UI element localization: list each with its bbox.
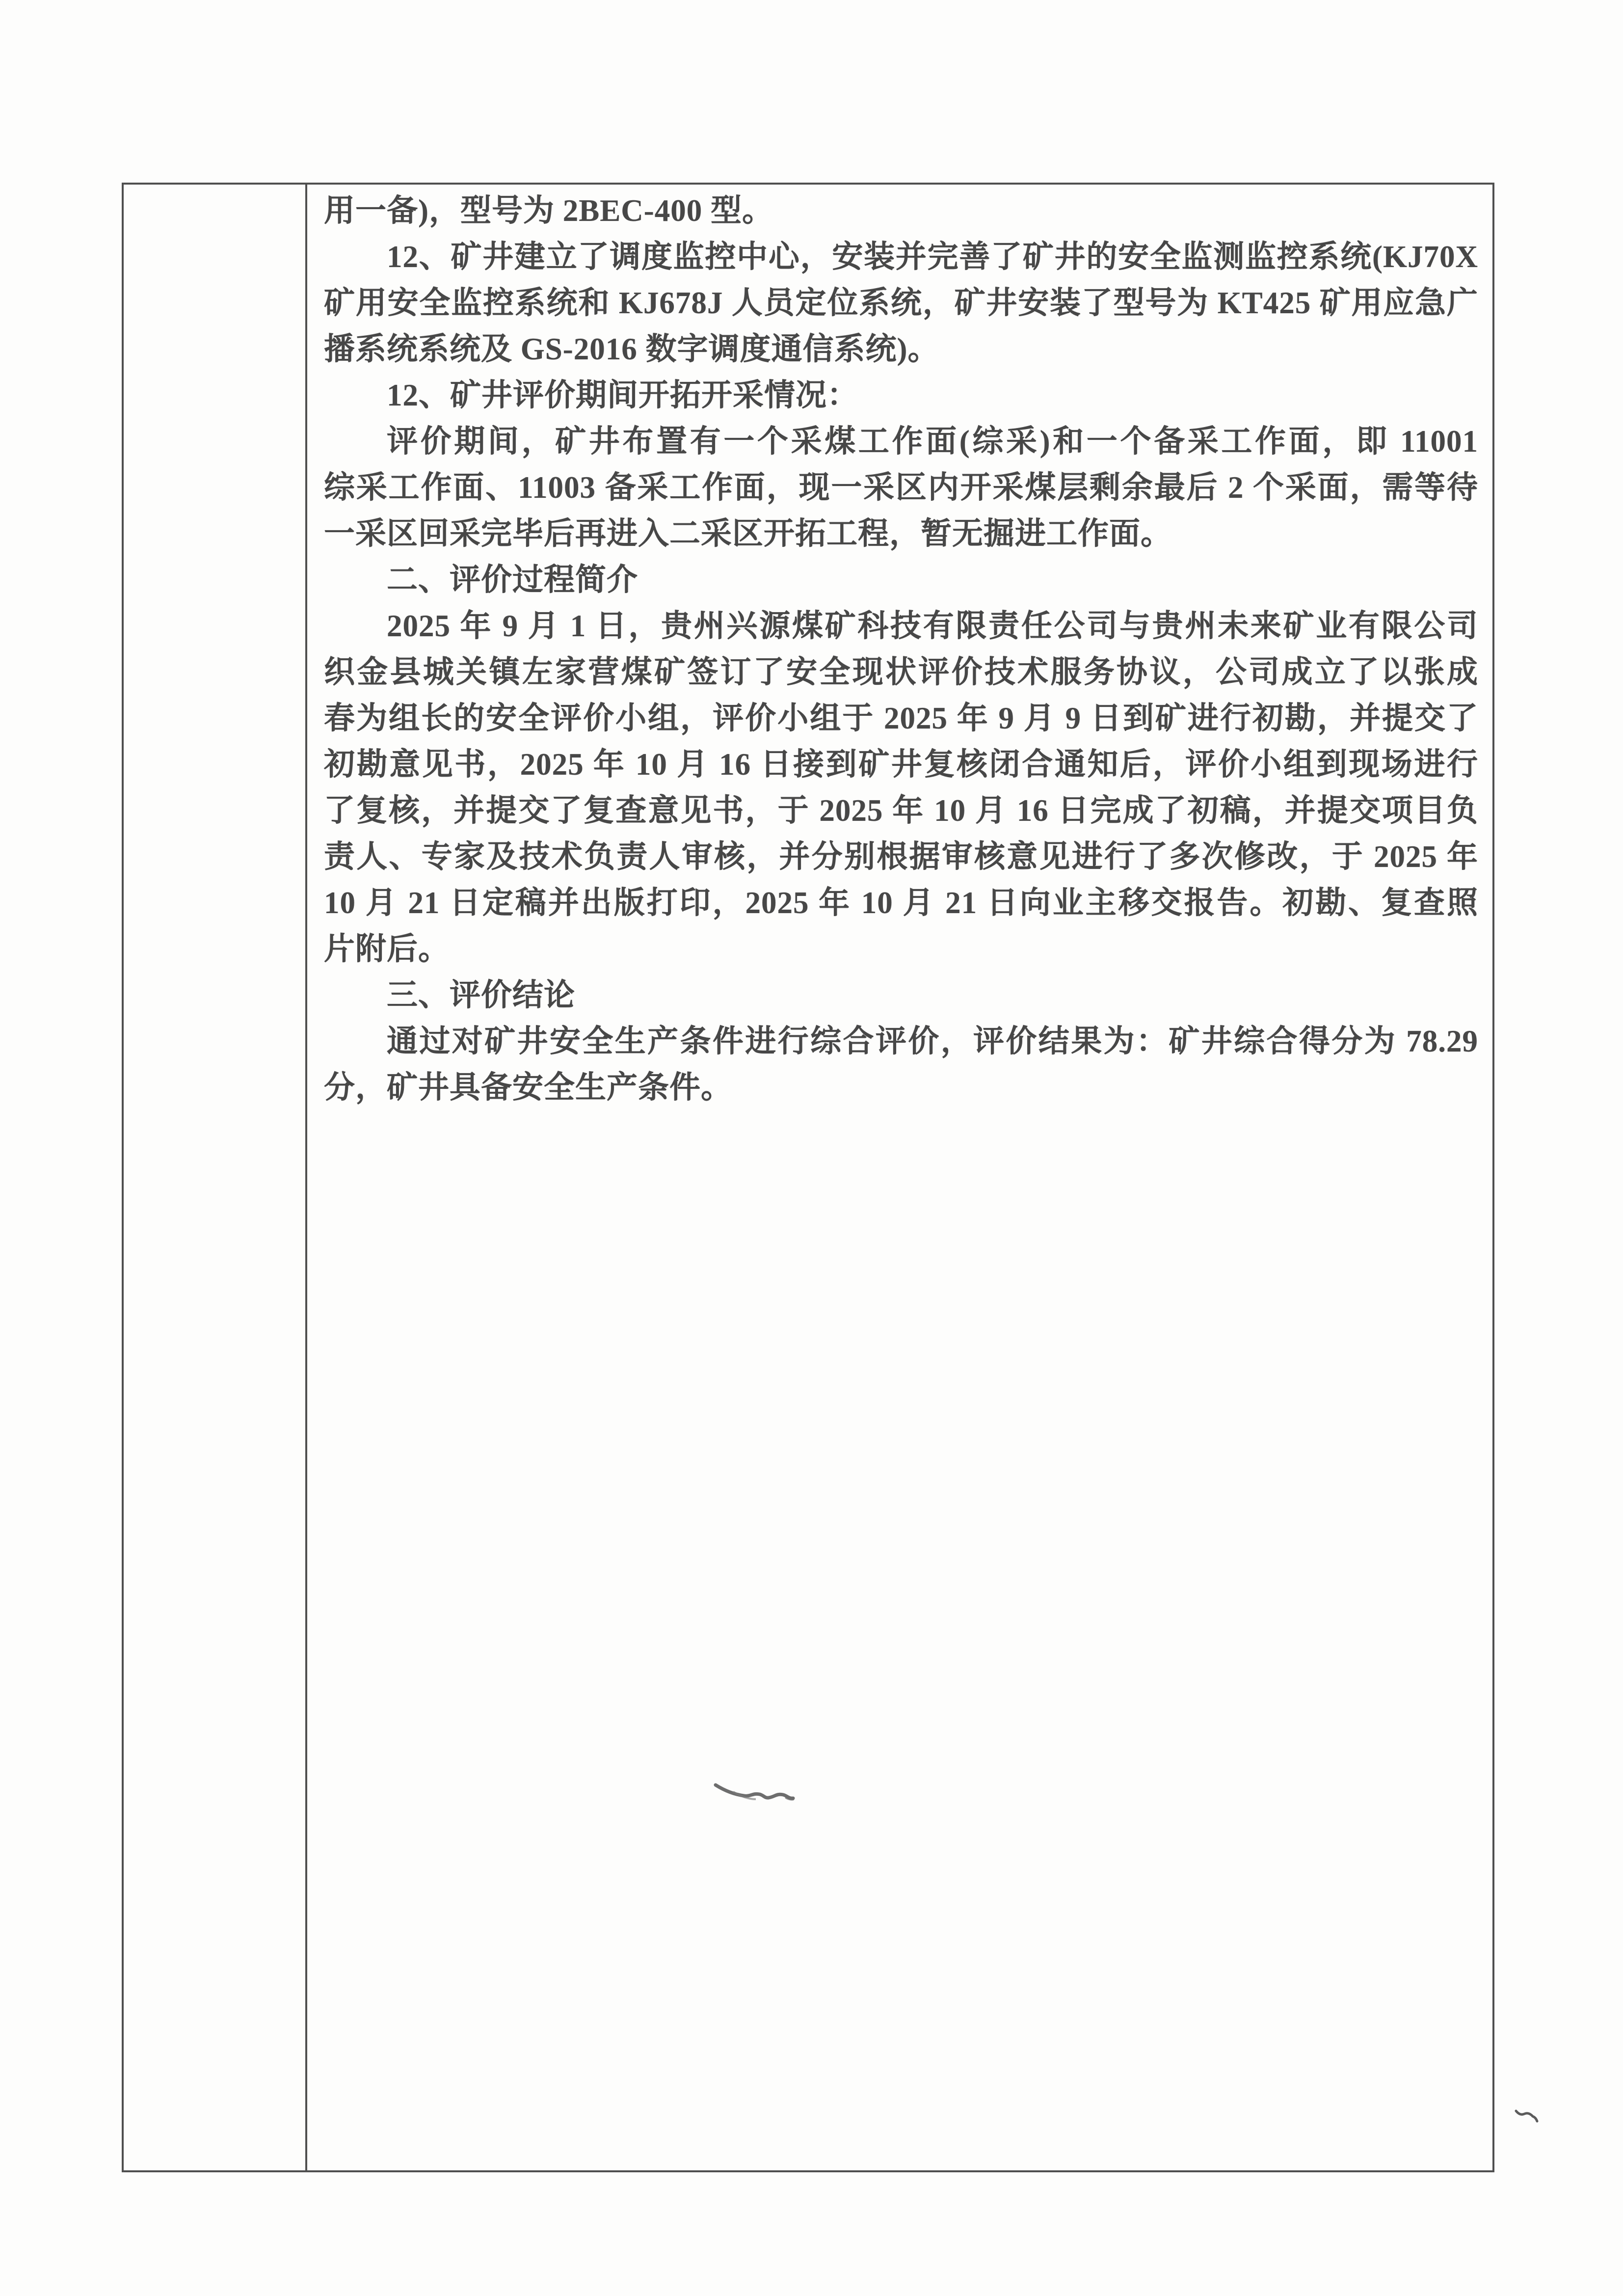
text-line: 评价期间，矿井布置有一个采煤工作面(综采)和一个备采工作面，即 11001: [387, 424, 1478, 459]
text-line: 用一备)，型号为 2BEC-400 型。: [324, 193, 773, 228]
text-line: 综采工作面、11003 备采工作面，现一采区内开采煤层剩余最后 2 个采面，需等待: [324, 470, 1478, 505]
pencil-squiggle-mark: [1515, 2108, 1546, 2124]
text-line: 2025 年 9 月 1 日，贵州兴源煤矿科技有限责任公司与贵州未来矿业有限公司: [387, 609, 1478, 643]
text-line: 通过对矿井安全生产条件进行综合评价，评价结果为：矿井综合得分为 78.29: [387, 1024, 1478, 1058]
text-line: 一采区回采完毕后再进入二采区开拓工程，暂无掘进工作面。: [324, 516, 1172, 551]
text-line: 播系统系统及 GS-2016 数字调度通信系统)。: [324, 332, 939, 366]
text-line: 矿用安全监控系统和 KJ678J 人员定位系统，矿井安装了型号为 KT425 矿用应急广: [324, 286, 1478, 320]
section-heading-line: 三、评价结论: [387, 978, 575, 1012]
text-line: 片附后。: [324, 932, 450, 966]
text-line: 了复核，并提交了复查意见书，于 2025 年 10 月 16 日完成了初稿，并提交项目负: [324, 793, 1478, 828]
document-text-block: [324, 188, 1478, 1110]
pencil-smudge-mark: [713, 1778, 811, 1808]
table-content-cell: [307, 185, 1492, 2170]
table-left-column-cell: [124, 185, 305, 2170]
text-line: 分，矿井具备安全生产条件。: [324, 1070, 732, 1105]
section-heading-line: 二、评价过程简介: [387, 563, 638, 597]
text-line: 织金县城关镇左家营煤矿签订了安全现状评价技术服务协议，公司成立了以张成: [324, 655, 1478, 689]
text-line: 12、矿井评价期间开拓开采情况：: [387, 378, 858, 412]
text-line: 初勘意见书，2025 年 10 月 16 日接到矿井复核闭合通知后，评价小组到现场进行: [324, 747, 1478, 782]
text-line: 责人、专家及技术负责人审核，并分别根据审核意见进行了多次修改，于 2025 年: [324, 839, 1478, 874]
text-line: 12、矿井建立了调度监控中心，安装并完善了矿井的安全监测监控系统(KJ70X: [387, 240, 1478, 274]
text-line: 春为组长的安全评价小组，评价小组于 2025 年 9 月 9 日到矿进行初勘，并提交了: [324, 701, 1478, 735]
text-line: 10 月 21 日定稿并出版打印，2025 年 10 月 21 日向业主移交报告。初勘、复查照: [324, 886, 1478, 920]
form-table: [122, 183, 1494, 2172]
